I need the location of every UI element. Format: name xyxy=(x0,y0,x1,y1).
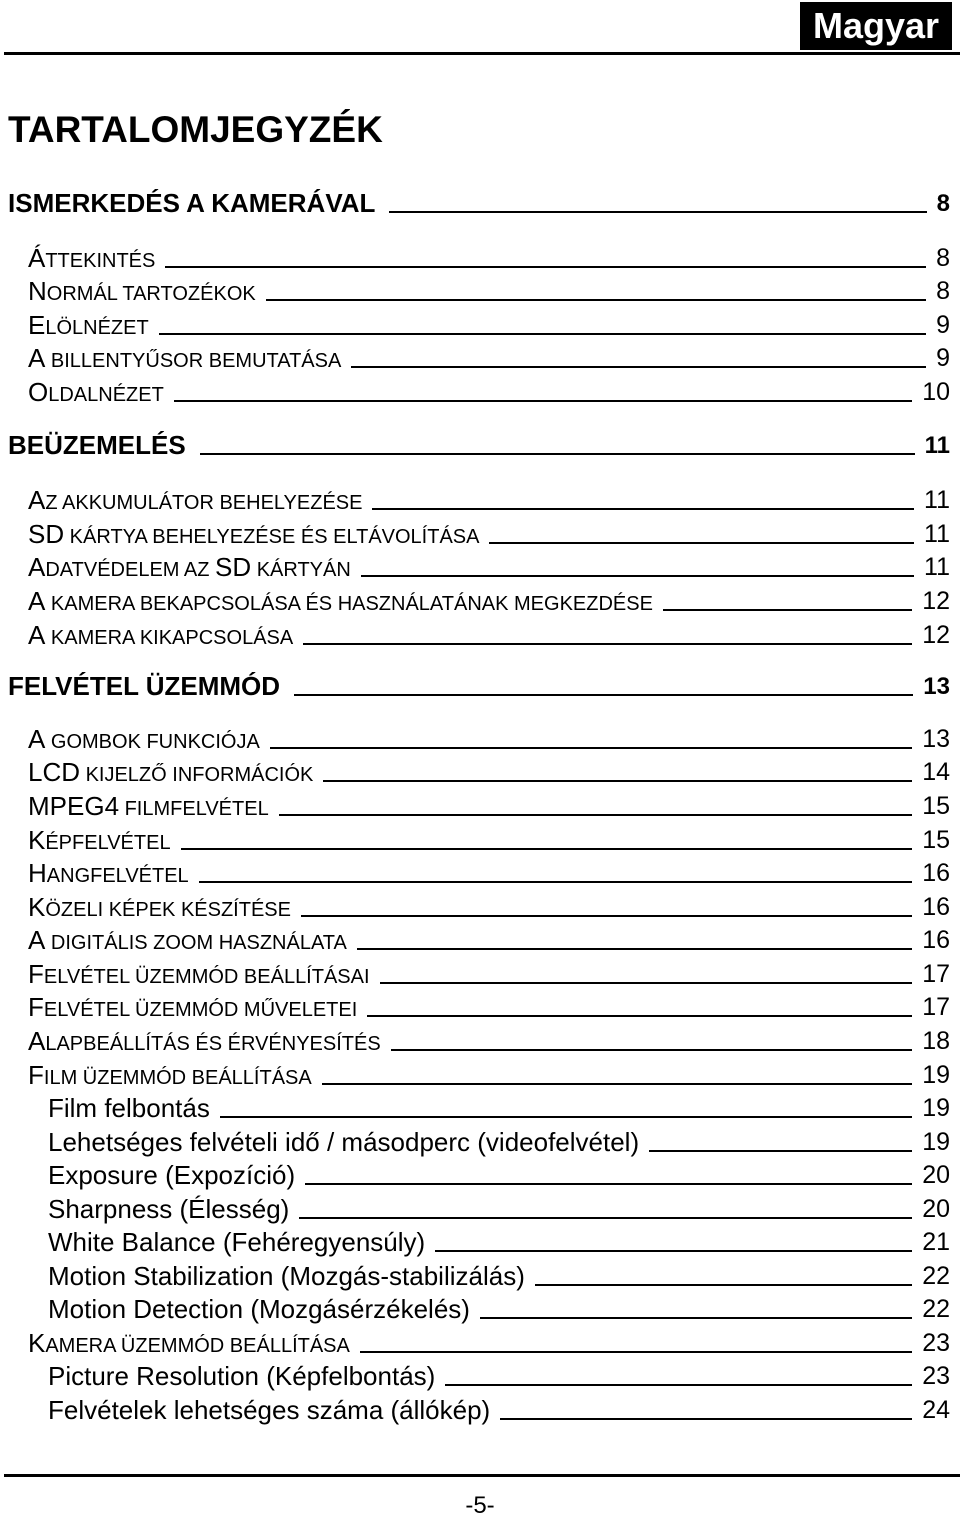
toc-entry-title: ISMERKEDÉS A KAMERÁVAL xyxy=(8,188,376,218)
toc-entry[interactable] xyxy=(0,986,960,1020)
toc-entry-initial: A xyxy=(28,724,46,754)
toc-entry[interactable] xyxy=(0,337,960,371)
toc-entry-title xyxy=(28,1062,312,1088)
toc-page-number: 8 xyxy=(936,277,950,305)
toc-page-number: 16 xyxy=(922,859,950,887)
toc-entry-title xyxy=(28,726,260,752)
toc-entry-smallcaps: KAMERA KIKAPCSOLÁSA xyxy=(45,627,294,649)
toc-leader-line xyxy=(294,694,913,696)
toc-leader-line xyxy=(301,915,912,917)
toc-leader-line xyxy=(360,1351,912,1353)
toc-entry[interactable] xyxy=(0,1389,960,1423)
toc-entry-smallcaps: ÉPFELVÉTEL xyxy=(45,832,171,854)
toc-page-number: 15 xyxy=(922,826,950,854)
toc-leader-line xyxy=(322,1083,912,1085)
toc-entry-smallcaps: KAMERA BEKAPCSOLÁSA ÉS HASZNÁLATÁNAK MEGKEZDÉSE xyxy=(45,593,653,615)
toc-entry-smallcaps: BILLENTYŰSOR BEMUTATÁSA xyxy=(45,350,342,372)
toc-entry-smallcaps: TTEKINTÉS xyxy=(45,250,156,272)
toc-entry-initial: F xyxy=(28,959,44,989)
toc-entry-initial: O xyxy=(28,377,49,407)
toc-page-number: 16 xyxy=(922,893,950,921)
toc-entry-title xyxy=(28,759,313,785)
toc-leader-line xyxy=(435,1250,912,1252)
toc-entry-title: Exposure (Expozíció) xyxy=(48,1160,296,1190)
toc-entry[interactable] xyxy=(0,1121,960,1155)
toc-leader-line xyxy=(279,814,912,816)
toc-entry-title xyxy=(28,1028,381,1054)
toc-entry-initial: MPEG4 xyxy=(28,791,120,821)
toc-entry-smallcaps: KÁRTYÁN xyxy=(251,559,351,581)
toc-entry[interactable] xyxy=(0,1020,960,1054)
toc-entry-title xyxy=(28,588,653,614)
toc-entry-title xyxy=(28,487,362,513)
toc-entry-title xyxy=(28,554,351,580)
toc-entry[interactable] xyxy=(0,513,960,547)
toc-leader-line xyxy=(270,747,912,749)
toc-entry-smallcaps: ELVÉTEL ÜZEMMÓD BEÁLLÍTÁSAI xyxy=(43,966,370,988)
toc-entry-title: Motion Stabilization (Mozgás-stabilizálás) xyxy=(48,1261,525,1291)
toc-entry-initial: SD xyxy=(215,552,252,582)
toc-leader-line xyxy=(165,266,926,268)
toc-entry-initial: A xyxy=(28,586,46,616)
toc-entry[interactable] xyxy=(0,1087,960,1121)
toc-leader-line xyxy=(389,211,926,213)
toc-page-number: 19 xyxy=(922,1061,950,1089)
toc-page-number: 10 xyxy=(922,378,950,406)
toc-entry-smallcaps: ILM ÜZEMMÓD BEÁLLÍTÁSA xyxy=(43,1067,312,1089)
toc-leader-line xyxy=(480,1317,912,1319)
toc-page-number: 17 xyxy=(922,960,950,988)
toc-entry[interactable] xyxy=(0,1054,960,1088)
toc-page-number: 19 xyxy=(922,1094,950,1122)
footer-rule xyxy=(4,1474,960,1477)
toc-entry[interactable] xyxy=(0,751,960,785)
toc-entry[interactable] xyxy=(0,1154,960,1188)
toc-entry-initial: N xyxy=(28,276,47,306)
toc-entry[interactable] xyxy=(0,424,960,458)
toc-entry[interactable] xyxy=(0,1322,960,1356)
toc-entry-initial: A xyxy=(28,485,46,515)
toc-page-number: 11 xyxy=(924,553,950,581)
toc-entry-title xyxy=(28,278,256,304)
toc-entry-smallcaps: ÖZELI KÉPEK KÉSZÍTÉSE xyxy=(45,899,291,921)
toc-page-number: 11 xyxy=(924,520,950,548)
toc-page-number: 23 xyxy=(922,1329,950,1357)
toc-page-number: 11 xyxy=(924,432,950,459)
toc-leader-line xyxy=(445,1384,912,1386)
toc-entry-smallcaps: Z AKKUMULÁTOR BEHELYEZÉSE xyxy=(45,492,363,514)
toc-entry-initial: K xyxy=(28,825,46,855)
toc-entry[interactable] xyxy=(0,1255,960,1289)
toc-entry-title: Lehetséges felvételi idő / másodperc (videofelvétel) xyxy=(48,1127,640,1157)
toc-entry[interactable] xyxy=(0,182,960,216)
toc-entry-smallcaps: ELVÉTEL ÜZEMMÓD MŰVELETEI xyxy=(43,999,358,1021)
toc-entry[interactable] xyxy=(0,919,960,953)
toc-leader-line xyxy=(372,508,914,510)
toc-leader-line xyxy=(367,1015,912,1017)
toc-entry[interactable] xyxy=(0,1221,960,1255)
toc-page-number: 12 xyxy=(922,621,950,649)
toc-leader-line xyxy=(649,1150,912,1152)
toc-leader-line xyxy=(535,1284,912,1286)
toc-leader-line xyxy=(323,780,912,782)
toc-page-number: 21 xyxy=(922,1228,950,1256)
toc-entry-initial: K xyxy=(28,1328,46,1358)
toc-entry-initial: LCD xyxy=(28,757,81,787)
toc-page-number: 8 xyxy=(936,190,950,217)
toc-page-number: 17 xyxy=(922,993,950,1021)
toc-entry-title: FELVÉTEL ÜZEMMÓD xyxy=(8,671,281,701)
toc-entry-initial: K xyxy=(28,892,46,922)
toc-entry[interactable] xyxy=(0,237,960,271)
toc-entry-initial: A xyxy=(28,1026,46,1056)
toc-leader-line xyxy=(199,881,913,883)
toc-entry-title xyxy=(28,379,164,405)
toc-entry-smallcaps: AMERA ÜZEMMÓD BEÁLLÍTÁSA xyxy=(45,1335,350,1357)
toc-entry-title: Motion Detection (Mozgásérzékelés) xyxy=(48,1294,470,1324)
toc-page-number: 14 xyxy=(922,758,950,786)
page-number: -5- xyxy=(465,1492,495,1519)
toc-entry[interactable] xyxy=(0,665,960,699)
toc-page-number: 11 xyxy=(924,486,950,514)
toc-entry-title xyxy=(28,345,341,371)
toc-page-number: 18 xyxy=(922,1027,950,1055)
toc-page-number: 19 xyxy=(922,1128,950,1156)
toc-entry-initial: A xyxy=(28,552,46,582)
toc-leader-line xyxy=(299,1217,912,1219)
toc-entry-initial: SD xyxy=(28,519,65,549)
toc-entry-title xyxy=(28,1330,350,1356)
toc-leader-line xyxy=(351,366,926,368)
toc-entry-smallcaps: ORMÁL TARTOZÉKOK xyxy=(46,283,256,305)
toc-entry[interactable] xyxy=(0,479,960,513)
toc-entry-title xyxy=(28,961,370,987)
toc-entry-smallcaps: KÁRTYA BEHELYEZÉSE ÉS ELTÁVOLÍTÁSA xyxy=(64,526,480,548)
toc-leader-line xyxy=(489,542,914,544)
toc-page-number: 22 xyxy=(922,1295,950,1323)
toc-entry[interactable] xyxy=(0,953,960,987)
toc-entry-initial: A xyxy=(28,925,46,955)
toc-entry-title xyxy=(28,994,357,1020)
toc-entry-title xyxy=(28,245,155,271)
toc-entry[interactable] xyxy=(0,886,960,920)
toc-leader-line xyxy=(266,299,926,301)
toc-leader-line xyxy=(305,1183,912,1185)
toc-page-number: 9 xyxy=(936,311,950,339)
toc-entry-title: Sharpness (Élesség) xyxy=(48,1194,290,1224)
toc-entry-title: Felvételek lehetséges száma (állókép) xyxy=(48,1395,491,1425)
toc-entry[interactable] xyxy=(0,1188,960,1222)
toc-entry-title xyxy=(28,312,149,338)
toc-entry-initial: Á xyxy=(28,243,46,273)
toc-entry-smallcaps: LAPBEÁLLÍTÁS ÉS ÉRVÉNYESÍTÉS xyxy=(45,1033,381,1055)
toc-leader-line xyxy=(380,982,913,984)
toc-entry-smallcaps: LÖLNÉZET xyxy=(45,317,149,339)
toc-entry-title xyxy=(28,793,269,819)
toc-page-number: 23 xyxy=(922,1362,950,1390)
toc-leader-line xyxy=(663,609,912,611)
toc-page-number: 15 xyxy=(922,792,950,820)
toc-page-number: 13 xyxy=(922,725,950,753)
toc-leader-line xyxy=(200,453,915,455)
toc-leader-line xyxy=(303,643,912,645)
toc-leader-line xyxy=(159,333,926,335)
toc-entry-title xyxy=(28,521,479,547)
toc-entry[interactable] xyxy=(0,546,960,580)
toc-leader-line xyxy=(174,400,912,402)
toc-entry-smallcaps: LDALNÉZET xyxy=(48,384,164,406)
toc-leader-line xyxy=(391,1049,913,1051)
toc-entry-title: Picture Resolution (Képfelbontás) xyxy=(48,1361,436,1391)
toc-entry-smallcaps: GOMBOK FUNKCIÓJA xyxy=(45,731,260,753)
toc-page-number: 24 xyxy=(922,1396,950,1424)
toc-page-number: 12 xyxy=(922,587,950,615)
toc-entry[interactable] xyxy=(0,304,960,338)
toc-entry-smallcaps: ANGFELVÉTEL xyxy=(46,865,189,887)
toc-entry[interactable] xyxy=(0,371,960,405)
toc-entry-initial: E xyxy=(28,310,46,340)
toc-entry-initial: H xyxy=(28,858,47,888)
toc-page-number: 20 xyxy=(922,1195,950,1223)
toc-page-number: 16 xyxy=(922,926,950,954)
toc-page-number: 8 xyxy=(936,244,950,272)
toc-entry[interactable] xyxy=(0,819,960,853)
toc-entry-smallcaps: KIJELZŐ INFORMÁCIÓK xyxy=(80,764,314,786)
toc-entry-title: Film felbontás xyxy=(48,1093,210,1123)
toc-leader-line xyxy=(181,848,913,850)
toc-entry-initial: A xyxy=(28,620,46,650)
toc-page-number: 13 xyxy=(923,673,950,700)
toc-page-number: 22 xyxy=(922,1262,950,1290)
toc-leader-line xyxy=(500,1418,912,1420)
toc-entry[interactable] xyxy=(0,852,960,886)
toc-entry[interactable] xyxy=(0,614,960,648)
page-title: TARTALOMJEGYZÉK xyxy=(8,109,383,150)
toc-entry-smallcaps: DIGITÁLIS ZOOM HASZNÁLATA xyxy=(45,932,347,954)
toc-entry-title xyxy=(28,827,171,853)
toc-entry-title xyxy=(28,927,347,953)
toc-entry[interactable] xyxy=(0,785,960,819)
toc-page-number: 20 xyxy=(922,1161,950,1189)
toc-entry-title xyxy=(28,894,291,920)
toc-entry-smallcaps: FILMFELVÉTEL xyxy=(119,798,269,820)
toc-entry-title xyxy=(28,860,189,886)
toc-entry-smallcaps: DATVÉDELEM AZ xyxy=(45,559,216,581)
toc-entry-title xyxy=(28,622,293,648)
toc-entry-initial: A xyxy=(28,343,46,373)
toc-entry-title: White Balance (Fehéregyensúly) xyxy=(48,1227,426,1257)
language-badge: Magyar xyxy=(800,2,952,50)
toc-leader-line xyxy=(361,575,914,577)
toc-entry[interactable] xyxy=(0,1355,960,1389)
toc-entry-title: BEÜZEMELÉS xyxy=(8,430,186,460)
toc-leader-line xyxy=(357,948,912,950)
toc-entry[interactable] xyxy=(0,1288,960,1322)
toc-entry[interactable] xyxy=(0,580,960,614)
toc-entry-initial: F xyxy=(28,1060,44,1090)
toc-leader-line xyxy=(220,1116,912,1118)
toc-entry[interactable] xyxy=(0,270,960,304)
toc-page-number: 9 xyxy=(936,344,950,372)
toc-entry[interactable] xyxy=(0,718,960,752)
toc-entry-initial: F xyxy=(28,992,44,1022)
